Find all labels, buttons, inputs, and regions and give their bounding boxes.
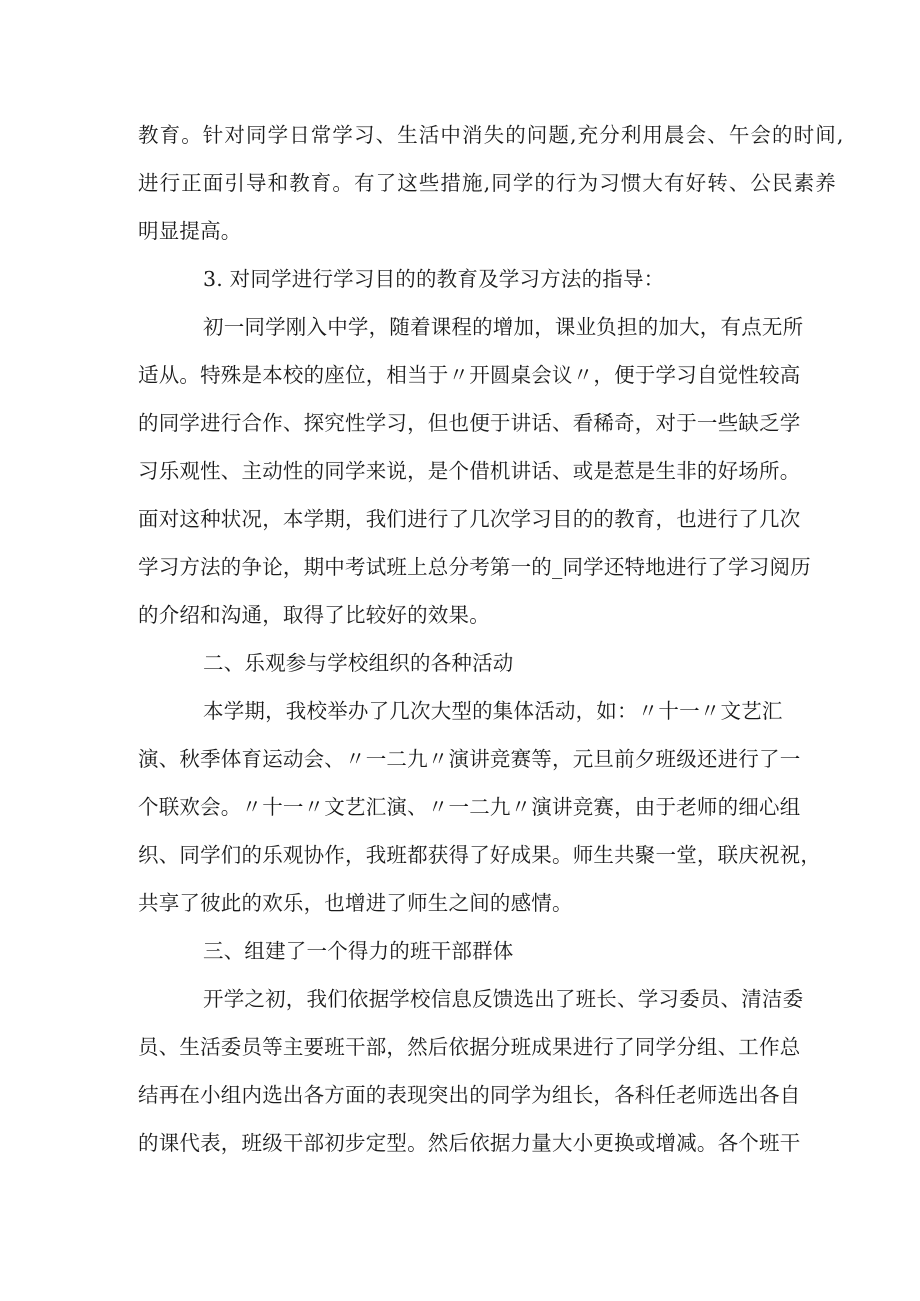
paragraph-line: 学习方法的争论，期中考试班上总分考第一的_同学还特地进行了学习阅历 — [138, 555, 811, 579]
paragraph-line: 教育。针对同学日常学习、生活中消失的问题,充分利用晨会、午会的时间, — [138, 123, 845, 147]
paragraph-line: 的同学进行合作、探究性学习，但也便于讲话、看稀奇，对于一些缺乏学 — [138, 411, 801, 435]
paragraph-line: 的介绍和沟通，取得了比较好的效果。 — [138, 603, 490, 627]
paragraph-line: 初一同学刚入中学，随着课程的增加，课业负担的加大，有点无所 — [203, 315, 804, 339]
paragraph-line: 个联欢会。〃十一〃文艺汇演、〃一二九〃演讲竞赛，由于老师的细心组 — [138, 795, 801, 819]
paragraph-line: 共享了彼此的欢乐，也增进了师生之间的感情。 — [138, 891, 573, 915]
paragraph-line: 适从。特殊是本校的座位，相当于〃开圆桌会议〃，便于学习自觉性较高 — [138, 363, 801, 387]
paragraph-line: 进行正面引导和教育。有了这些措施,同学的行为习惯大有好转、公民素养 — [138, 171, 837, 195]
paragraph-line: 面对这种状况，本学期，我们进行了几次学习目的的教育，也进行了几次 — [138, 507, 801, 531]
section-heading-3-class-cadre: 三、组建了一个得力的班干部群体 — [203, 939, 514, 963]
paragraph-line: 演、秋季体育运动会、〃一二九〃演讲竞赛等，元旦前夕班级还进行了一 — [138, 747, 801, 771]
paragraph-line: 明显提高。 — [138, 219, 242, 243]
section-heading-3: 3. 对同学进行学习目的的教育及学习方法的指导： — [203, 267, 665, 291]
paragraph-line: 的课代表，班级干部初步定型。然后依据力量大小更换或增减。各个班干 — [138, 1131, 801, 1155]
paragraph-line: 织、同学们的乐观协作，我班都获得了好成果。师生共聚一堂，联庆祝祝， — [138, 843, 822, 867]
paragraph-line: 习乐观性、主动性的同学来说，是个借机讲话、或是惹是生非的好场所。 — [138, 459, 801, 483]
paragraph-line: 开学之初，我们依据学校信息反馈选出了班长、学习委员、清洁委 — [203, 987, 804, 1011]
paragraph-line: 本学期，我校举办了几次大型的集体活动，如：〃十一〃文艺汇 — [203, 699, 783, 723]
paragraph-line: 员、生活委员等主要班干部，然后依据分班成果进行了同学分组、工作总 — [138, 1035, 801, 1059]
section-heading-2: 二、乐观参与学校组织的各种活动 — [203, 651, 514, 675]
paragraph-line: 结再在小组内选出各方面的表现突出的同学为组长，各科任老师选出各自 — [138, 1083, 801, 1107]
